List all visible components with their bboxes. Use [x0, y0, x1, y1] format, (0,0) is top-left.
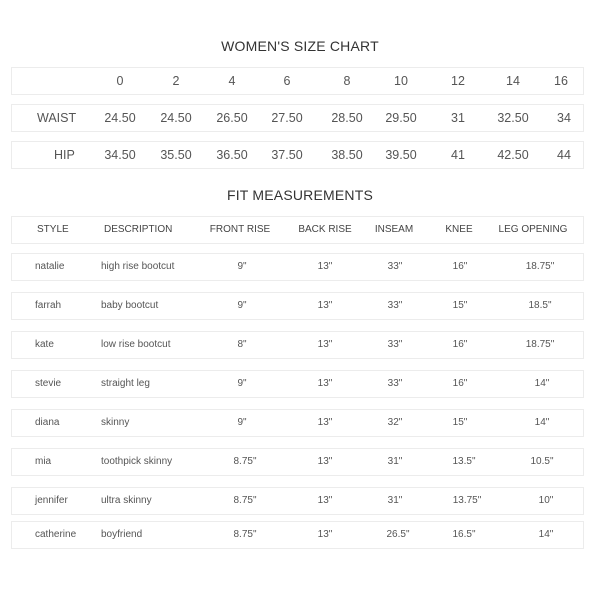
front-rise: 9": [237, 261, 247, 272]
style-name: jennifer: [35, 495, 68, 506]
style-name: catherine: [35, 529, 77, 540]
knee: 16": [452, 261, 468, 272]
knee: 16": [452, 339, 468, 350]
size-value: 28.50: [331, 111, 363, 125]
fit-row: [11, 448, 584, 476]
header-inseam: INSEAM: [374, 224, 414, 235]
knee: 15": [452, 300, 468, 311]
leg-opening: 14": [538, 529, 554, 540]
fit-row: [11, 370, 584, 398]
style-description: baby bootcut: [101, 300, 159, 311]
style-description: boyfriend: [101, 529, 143, 540]
front-rise: 8.75": [233, 529, 257, 540]
size-header: 4: [228, 74, 236, 88]
size-value: 44: [557, 148, 571, 162]
header-leg-opening: LEG OPENING: [498, 224, 568, 235]
size-row-hip: [11, 141, 584, 169]
size-value: 35.50: [160, 148, 192, 162]
size-value: 27.50: [271, 111, 303, 125]
size-header: 14: [506, 74, 520, 88]
size-header: 12: [451, 74, 465, 88]
knee: 15": [452, 417, 468, 428]
front-rise: 9": [237, 300, 247, 311]
leg-opening: 18.5": [528, 300, 552, 311]
size-header: 0: [116, 74, 124, 88]
knee: 16": [452, 378, 468, 389]
leg-opening: 14": [534, 417, 550, 428]
size-header: 10: [394, 74, 408, 88]
inseam: 33": [387, 300, 403, 311]
inseam: 33": [387, 339, 403, 350]
fit-row: [11, 331, 584, 359]
size-value: 29.50: [385, 111, 417, 125]
header-knee: KNEE: [445, 224, 473, 235]
style-name: mia: [35, 456, 52, 467]
style-description: straight leg: [101, 378, 150, 389]
fit-header-row: [11, 216, 584, 244]
back-rise: 13": [317, 456, 333, 467]
size-value: 24.50: [104, 111, 136, 125]
size-header: 16: [554, 74, 568, 88]
knee: 13.75": [452, 495, 482, 506]
fit-row: [11, 253, 584, 281]
size-chart-title: WOMEN'S SIZE CHART: [221, 38, 379, 54]
style-description: high rise bootcut: [101, 261, 175, 272]
header-description: DESCRIPTION: [104, 224, 173, 235]
size-header: 2: [172, 74, 180, 88]
back-rise: 13": [317, 261, 333, 272]
leg-opening: 10.5": [530, 456, 554, 467]
style-name: stevie: [35, 378, 62, 389]
inseam: 33": [387, 261, 403, 272]
header-back-rise: BACK RISE: [298, 224, 352, 235]
knee: 16.5": [452, 529, 476, 540]
size-value: 26.50: [216, 111, 248, 125]
fit-row: [11, 292, 584, 320]
leg-opening: 14": [534, 378, 550, 389]
back-rise: 13": [317, 339, 333, 350]
style-name: farrah: [35, 300, 62, 311]
size-value: 34.50: [104, 148, 136, 162]
knee: 13.5": [452, 456, 476, 467]
leg-opening: 18.75": [525, 339, 555, 350]
size-value: 36.50: [216, 148, 248, 162]
fit-row: [11, 409, 584, 437]
back-rise: 13": [317, 417, 333, 428]
inseam: 31": [387, 495, 403, 506]
style-description: toothpick skinny: [101, 456, 173, 467]
size-value: 37.50: [271, 148, 303, 162]
style-name: natalie: [35, 261, 65, 272]
inseam: 31": [387, 456, 403, 467]
front-rise: 8": [237, 339, 247, 350]
inseam: 32": [387, 417, 403, 428]
inseam: 33": [387, 378, 403, 389]
fit-measurements-title: FIT MEASUREMENTS: [226, 187, 374, 203]
fit-row: [11, 521, 584, 549]
style-description: skinny: [101, 417, 130, 428]
style-name: kate: [35, 339, 54, 350]
size-value: 34: [557, 111, 571, 125]
header-style: STYLE: [37, 224, 69, 235]
style-name: diana: [35, 417, 60, 428]
size-value: 31: [451, 111, 465, 125]
front-rise: 8.75": [233, 495, 257, 506]
size-value: 38.50: [331, 148, 363, 162]
back-rise: 13": [317, 529, 333, 540]
front-rise: 8.75": [233, 456, 257, 467]
back-rise: 13": [317, 495, 333, 506]
fit-row: [11, 487, 584, 515]
leg-opening: 10": [538, 495, 554, 506]
size-value: 32.50: [497, 111, 529, 125]
style-description: ultra skinny: [101, 495, 152, 506]
leg-opening: 18.75": [525, 261, 555, 272]
size-row-waist: [11, 104, 584, 132]
size-value: 41: [451, 148, 465, 162]
back-rise: 13": [317, 300, 333, 311]
row-label: HIP: [54, 148, 75, 162]
size-header: 8: [343, 74, 351, 88]
inseam: 26.5": [386, 529, 410, 540]
style-description: low rise bootcut: [101, 339, 171, 350]
row-label: WAIST: [37, 111, 77, 125]
size-value: 39.50: [385, 148, 417, 162]
size-value: 24.50: [160, 111, 192, 125]
size-header: 6: [283, 74, 291, 88]
size-header-row: [11, 67, 584, 95]
header-front-rise: FRONT RISE: [209, 224, 271, 235]
front-rise: 9": [237, 378, 247, 389]
size-value: 42.50: [497, 148, 529, 162]
back-rise: 13": [317, 378, 333, 389]
front-rise: 9": [237, 417, 247, 428]
